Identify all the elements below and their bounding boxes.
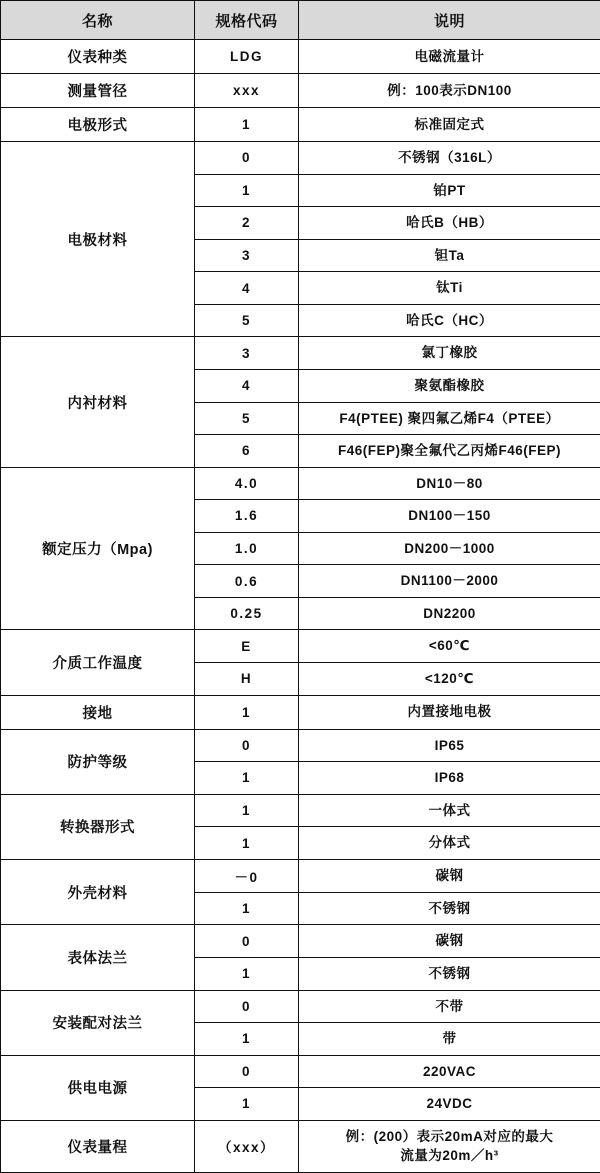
table-body [1, 40, 600, 1173]
row-code-cell: 1 [195, 695, 299, 729]
row-code-cell: 1 [195, 762, 299, 795]
row-code-cell: 0 [195, 1055, 299, 1088]
row-code-cell: 5 [195, 304, 299, 337]
row-name-cell: 仪表种类 [1, 40, 195, 74]
row-code-cell: 0 [195, 925, 299, 958]
table-row [1, 990, 600, 1023]
row-code-cell: xxx [195, 74, 299, 108]
row-code-cell: （xxx） [195, 1120, 299, 1172]
row-code-cell: 1 [195, 1088, 299, 1121]
row-description-cell: 碳钢 [299, 859, 600, 892]
table-row [1, 337, 600, 370]
row-name-cell: 外壳材料 [1, 859, 195, 925]
table-header-row [1, 1, 600, 40]
row-description-cell: DN100－150 [299, 500, 600, 533]
row-description-cell: 例：100表示DN100 [299, 74, 600, 108]
row-name-cell: 防护等级 [1, 729, 195, 794]
row-name-cell: 供电电源 [1, 1055, 195, 1120]
row-code-cell: 1.6 [195, 500, 299, 533]
table-row [1, 630, 600, 663]
row-code-cell: 1 [195, 827, 299, 860]
row-code-cell: 4 [195, 369, 299, 402]
row-description-cell: 碳钢 [299, 925, 600, 958]
row-code-cell: 1 [195, 108, 299, 142]
row-code-cell: 1.0 [195, 532, 299, 565]
row-name-cell: 测量管径 [1, 74, 195, 108]
row-code-cell: LDG [195, 40, 299, 74]
row-description-cell: 分体式 [299, 827, 600, 860]
row-description-cell: DN200－1000 [299, 532, 600, 565]
table-row [1, 925, 600, 958]
row-code-cell: 0.6 [195, 565, 299, 598]
row-name-cell: 转换器形式 [1, 794, 195, 859]
row-description-cell: 氯丁橡胶 [299, 337, 600, 370]
row-code-cell: 1 [195, 174, 299, 207]
row-description-cell: 聚氨酯橡胶 [299, 369, 600, 402]
row-description-line-1: 例：(200）表示20mA对应的最大 [303, 1127, 596, 1147]
table-row [1, 695, 600, 729]
row-description-cell: <60℃ [299, 630, 600, 663]
row-description-cell: 24VDC [299, 1088, 600, 1121]
row-name-cell: 介质工作温度 [1, 630, 195, 695]
row-name-cell: 电极形式 [1, 108, 195, 142]
row-code-cell: 1 [195, 957, 299, 990]
row-description-cell: 不锈钢（316L） [299, 142, 600, 175]
row-description-cell: 不锈钢 [299, 892, 600, 925]
row-description-cell: <120℃ [299, 663, 600, 696]
row-description-cell: 一体式 [299, 794, 600, 827]
row-name-cell: 内衬材料 [1, 337, 195, 467]
row-description-cell: DN1100－2000 [299, 565, 600, 598]
row-code-cell: H [195, 663, 299, 696]
row-description-cell: 哈氏B（HB） [299, 207, 600, 240]
row-code-cell: 0 [195, 729, 299, 762]
table-row [1, 1120, 600, 1172]
row-description-cell: 铂PT [299, 174, 600, 207]
row-name-cell: 电极材料 [1, 142, 195, 337]
row-description-cell: IP68 [299, 762, 600, 795]
table-row [1, 859, 600, 892]
row-name-cell: 安装配对法兰 [1, 990, 195, 1055]
row-description-line-2: 流量为20m／h³ [303, 1146, 596, 1166]
row-description-cell: 220VAC [299, 1055, 600, 1088]
row-code-cell: 2 [195, 207, 299, 240]
row-code-cell: 4.0 [195, 467, 299, 500]
table-row [1, 794, 600, 827]
row-code-cell: 3 [195, 239, 299, 272]
row-description-cell: 不带 [299, 990, 600, 1023]
table-header [1, 1, 600, 40]
row-description-cell: 电磁流量计 [299, 40, 600, 74]
row-description-cell [299, 1120, 600, 1172]
table-row [1, 74, 600, 108]
table-row [1, 729, 600, 762]
row-code-cell: 3 [195, 337, 299, 370]
row-description-cell: IP65 [299, 729, 600, 762]
row-name-cell: 额定压力（Mpa) [1, 467, 195, 630]
row-description-cell: 内置接地电极 [299, 695, 600, 729]
table-row [1, 467, 600, 500]
row-name-cell: 表体法兰 [1, 925, 195, 990]
row-code-cell: 1 [195, 794, 299, 827]
row-code-cell: －0 [195, 859, 299, 892]
row-code-cell: 1 [195, 892, 299, 925]
row-code-cell: 5 [195, 402, 299, 435]
row-code-cell: 0 [195, 990, 299, 1023]
row-code-cell: 0.25 [195, 597, 299, 630]
row-description-cell: 标准固定式 [299, 108, 600, 142]
table-row [1, 40, 600, 74]
row-description-cell: 不锈钢 [299, 957, 600, 990]
row-description-cell: F4(PTEE) 聚四氟乙烯F4（PTEE） [299, 402, 600, 435]
table-row [1, 108, 600, 142]
column-header-name: 名称 [1, 1, 195, 40]
row-description-cell: 哈氏C（HC） [299, 304, 600, 337]
row-description-cell: F46(FEP)聚全氟代乙丙烯F46(FEP) [299, 435, 600, 468]
row-description-cell: DN2200 [299, 597, 600, 630]
row-description-cell: DN10－80 [299, 467, 600, 500]
column-header-code: 规格代码 [195, 1, 299, 40]
row-code-cell: 4 [195, 272, 299, 305]
row-description-cell: 钽Ta [299, 239, 600, 272]
row-description-cell: 带 [299, 1023, 600, 1056]
row-description-cell: 钛Ti [299, 272, 600, 305]
table-row [1, 142, 600, 175]
column-header-description: 说明 [299, 1, 600, 40]
table-row [1, 1055, 600, 1088]
row-code-cell: 6 [195, 435, 299, 468]
row-code-cell: 0 [195, 142, 299, 175]
row-name-cell: 仪表量程 [1, 1120, 195, 1172]
row-code-cell: 1 [195, 1023, 299, 1056]
row-code-cell: E [195, 630, 299, 663]
row-name-cell: 接地 [1, 695, 195, 729]
